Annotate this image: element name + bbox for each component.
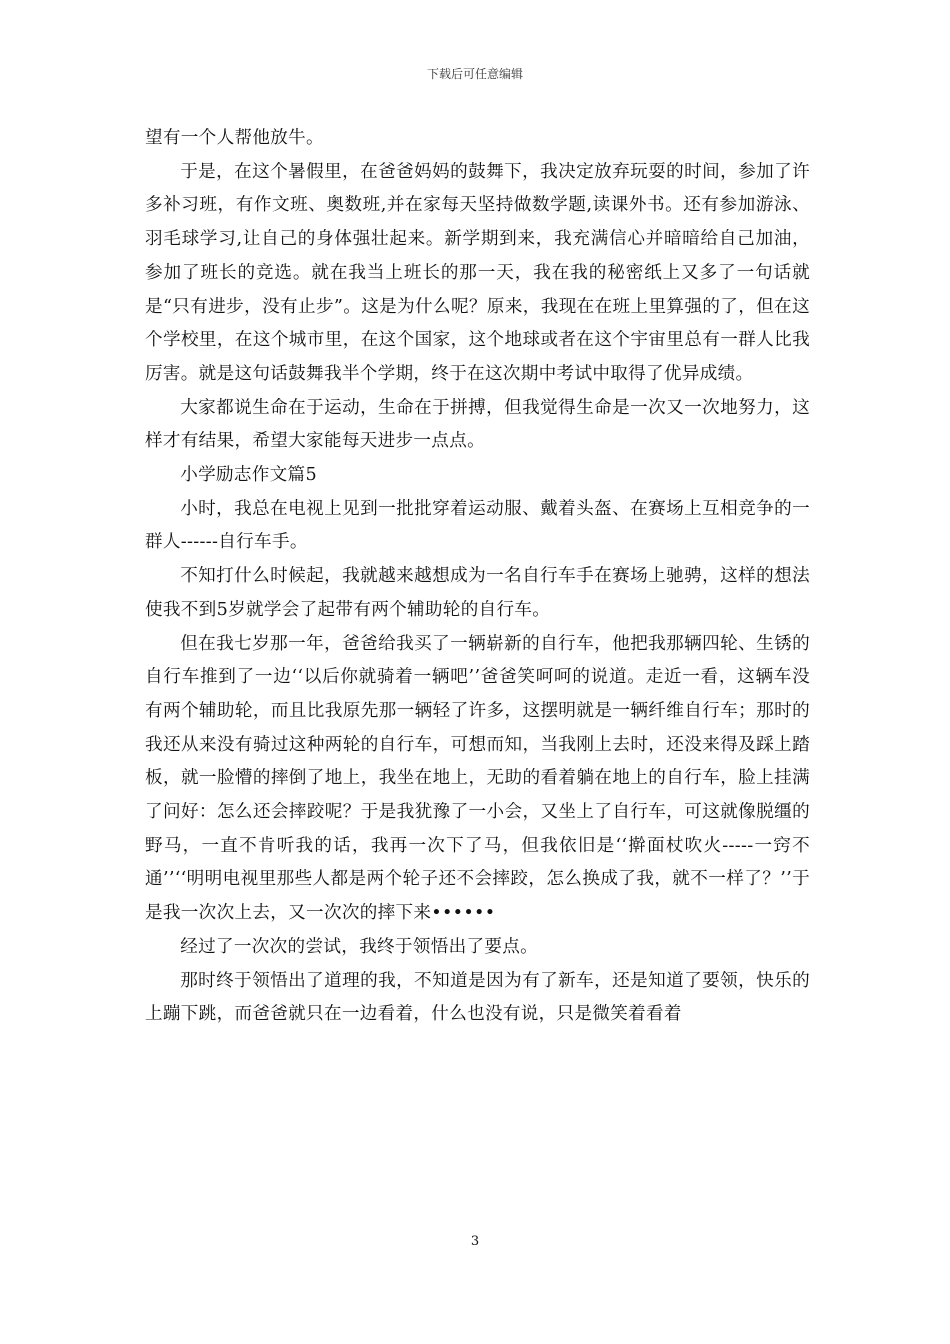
page-header: 下载后可任意编辑: [426, 67, 523, 81]
document-body: [145, 122, 810, 1032]
section-heading: 小学励志作文篇5: [180, 465, 317, 486]
paragraph: 那时终于领悟出了道理的我，不知道是因为有了新车，还是知道了要领，快乐的上蹦下跳，而爸爸就只在一边看着，什么也没有说，只是微笑着看着: [145, 970, 810, 1025]
page-number: 3: [470, 1234, 480, 1249]
paragraph: 但在我七岁那一年，爸爸给我买了一辆崭新的自行车，他把我那辆四轮、生锈的自行车推到了一边‘‘以后你就骑着一辆吧’’爸爸笑呵呵的说道。走近一看，这辆车没有两个辅助轮，而且比我原先那一辆轻了许多，这摆明就是一辆纤维自行车；那时的我还从来没有骑过这种两轮的自行车，可想而知，当我刚上去时，还没来得及踩上踏板，就一脸懵的摔倒了地上，我坐在地上，无助的看着躺在地上的自行车，脸上挂满了问好：怎么还会摔跤呢？于是我犹豫了一小会，又坐上了自行车，可这就像脱缰的野马，一直不肯听我的话，我再一次下了马，但我依旧是‘‘擀面杖吹火-----一窍不通’’‘‘明明电视里那些人都是两个轮子还不会摔跤，怎么换成了我，就不一样了？’’于是我一次次上去，又一次次的摔下来••••••: [145, 633, 810, 924]
paragraph: 于是，在这个暑假里，在爸爸妈妈的鼓舞下，我决定放弃玩耍的时间，参加了许多补习班，有作文班、奥数班,并在家每天坚持做数学题,读课外书。还有参加游泳、羽毛球学习,让自己的身体强壮起来。新学期到来，我充满信心并暗暗给自己加油，参加了班长的竞选。就在我当上班长的那一天，我在我的秘密纸上又多了一句话就是“只有进步，没有止步”。这是为什么呢？原来，我现在在班上里算强的了，但在这个学校里，在这个城市里，在这个国家，这个地球或者在这个宇宙里总有一群人比我厉害。就是这句话鼓舞我半个学期，终于在这次期中考试中取得了优异成绩。: [145, 161, 810, 384]
paragraph: 大家都说生命在于运动，生命在于拼搏，但我觉得生命是一次又一次地努力，这样才有结果，希望大家能每天进步一点点。: [145, 397, 810, 452]
paragraph: 经过了一次次的尝试，我终于领悟出了要点。: [180, 936, 539, 957]
paragraph: 小时，我总在电视上见到一批批穿着运动服、戴着头盔、在赛场上互相竞争的一群人------自行车手。: [145, 498, 810, 553]
paragraph: 不知打什么时候起，我就越来越想成为一名自行车手在赛场上驰骋，这样的想法使我不到5岁就学会了起带有两个辅助轮的自行车。: [145, 566, 810, 620]
paragraph: 望有一个人帮他放牛。: [145, 128, 324, 148]
